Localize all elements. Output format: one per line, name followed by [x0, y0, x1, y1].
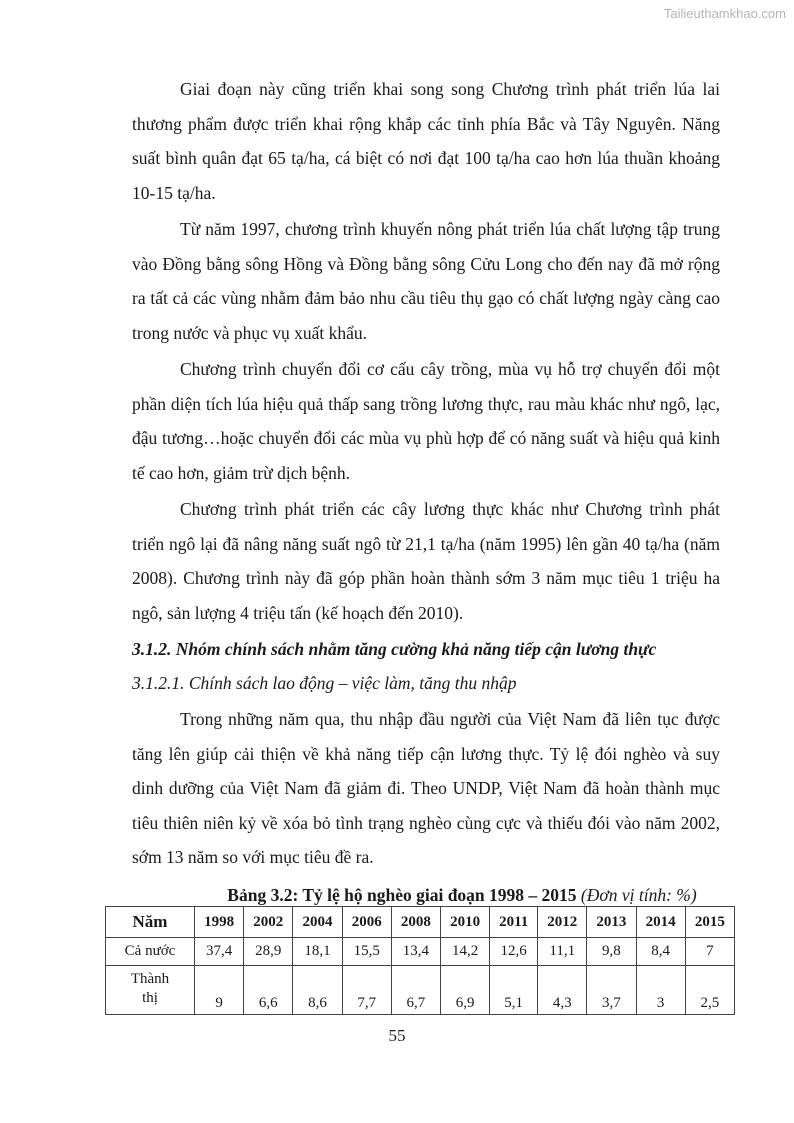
year-cell: 2013: [587, 907, 636, 938]
value-cell: 4,3: [538, 966, 587, 1015]
value-cell: 9,8: [587, 938, 636, 966]
table-caption-unit: (Đơn vị tính: %): [580, 884, 697, 905]
paragraph-income: Trong những năm qua, thu nhập đầu người của Việt Nam đã liên tục được tăng lên giúp cải thiện về khả năng tiếp cận lương thực. Tỷ lệ đói nghèo và suy dinh dưỡng của Việt Nam đã giảm đi. Theo UNDP, Việt Nam đã hoàn thành mục tiêu thiên niên kỷ về xóa bỏ tình trạng nghèo cùng cực và thiếu đói vào năm 2002, sớm 13 năm so với mục tiêu đề ra.: [132, 709, 720, 867]
row-label-cell: Cả nước: [106, 938, 195, 966]
document-body: [132, 72, 720, 918]
value-cell: 6,9: [441, 966, 490, 1015]
year-cell: 2010: [441, 907, 490, 938]
value-cell: 8,6: [293, 966, 342, 1015]
year-cell: 2014: [636, 907, 685, 938]
row-label-cell: [106, 966, 195, 1015]
table-row-nationwide: [106, 938, 735, 966]
year-cell: 2015: [685, 907, 734, 938]
year-cell: 2008: [391, 907, 440, 938]
value-cell: 6,7: [391, 966, 440, 1015]
value-cell: 8,4: [636, 938, 685, 966]
value-cell: 18,1: [293, 938, 342, 966]
table-row-urban: [106, 966, 735, 1015]
value-cell: 37,4: [195, 938, 244, 966]
value-cell: 2,5: [685, 966, 734, 1015]
page-number: 55: [388, 1026, 406, 1045]
value-cell: 14,2: [441, 938, 490, 966]
row-label-line2: thị: [142, 990, 158, 1006]
value-cell: 7,7: [342, 966, 391, 1015]
table-header-row: [106, 907, 735, 938]
value-cell: 3: [636, 966, 685, 1015]
year-cell: 2002: [244, 907, 293, 938]
table-caption-title: Bảng 3.2: Tỷ lệ hộ nghèo giai đoạn 1998 – 2015: [227, 884, 577, 905]
value-cell: 28,9: [244, 938, 293, 966]
table-caption: [132, 885, 720, 906]
value-cell: 7: [685, 938, 734, 966]
year-cell: 1998: [195, 907, 244, 938]
row-label-line1: Thành: [130, 971, 170, 987]
year-cell: 2012: [538, 907, 587, 938]
year-cell: 2004: [293, 907, 342, 938]
value-cell: 3,7: [587, 966, 636, 1015]
value-cell: 12,6: [490, 938, 538, 966]
value-cell: 9: [195, 966, 244, 1015]
value-cell: 13,4: [391, 938, 440, 966]
value-cell: 5,1: [490, 966, 538, 1015]
paragraph-quality-rice: Từ năm 1997, chương trình khuyến nông phát triển lúa chất lượng tập trung vào Đồng bằng sông Hồng và Đồng bằng sông Cửu Long cho đến nay đã mở rộng ra tất cả các vùng nhằm đảm bảo nhu cầu tiêu thụ gạo có chất lượng ngày càng cao trong nước và phục vụ xuất khẩu.: [132, 219, 720, 343]
paragraph-hybrid-rice: Giai đoạn này cũng triển khai song song Chương trình phát triển lúa lai thương phẩm được triển khai rộng khắp các tỉnh phía Bắc và Tây Nguyên. Năng suất bình quân đạt 65 tạ/ha, cá biệt có nơi đạt 100 tạ/ha cao hơn lúa thuần khoảng 10-15 tạ/ha.: [132, 79, 720, 203]
value-cell: 6,6: [244, 966, 293, 1015]
watermark: Tailieuthamkhao.com: [663, 6, 786, 21]
poverty-rate-table: [105, 906, 735, 1015]
value-cell: 11,1: [538, 938, 587, 966]
subsection-heading-3-1-2-1: 3.1.2.1. Chính sách lao động – việc làm, tăng thu nhập: [132, 673, 517, 693]
year-cell: 2006: [342, 907, 391, 938]
paragraph-maize-program: Chương trình phát triển các cây lương thực khác như Chương trình phát triển ngô lại đã nâng năng suất ngô từ 21,1 tạ/ha (năm 1995) lên gần 40 tạ/ha (năm 2008). Chương trình này đã góp phần hoàn thành sớm 3 năm mục tiêu 1 triệu ha ngô, sản lượng 4 triệu tấn (kế hoạch đến 2010).: [132, 499, 720, 623]
value-cell: 15,5: [342, 938, 391, 966]
paragraph-crop-conversion: Chương trình chuyển đổi cơ cấu cây trồng, mùa vụ hỗ trợ chuyển đổi một phần diện tích lúa hiệu quả thấp sang trồng lương thực, rau màu khác như ngô, lạc, đậu tương…hoặc chuyển đổi các mùa vụ phù hợp để có năng suất và hiệu quả kinh tế cao hơn, giảm trừ dịch bệnh.: [132, 359, 720, 483]
section-heading-3-1-2: 3.1.2. Nhóm chính sách nhằm tăng cường khả năng tiếp cận lương thực: [132, 639, 657, 659]
year-cell: 2011: [490, 907, 538, 938]
header-label-cell: Năm: [106, 907, 195, 938]
